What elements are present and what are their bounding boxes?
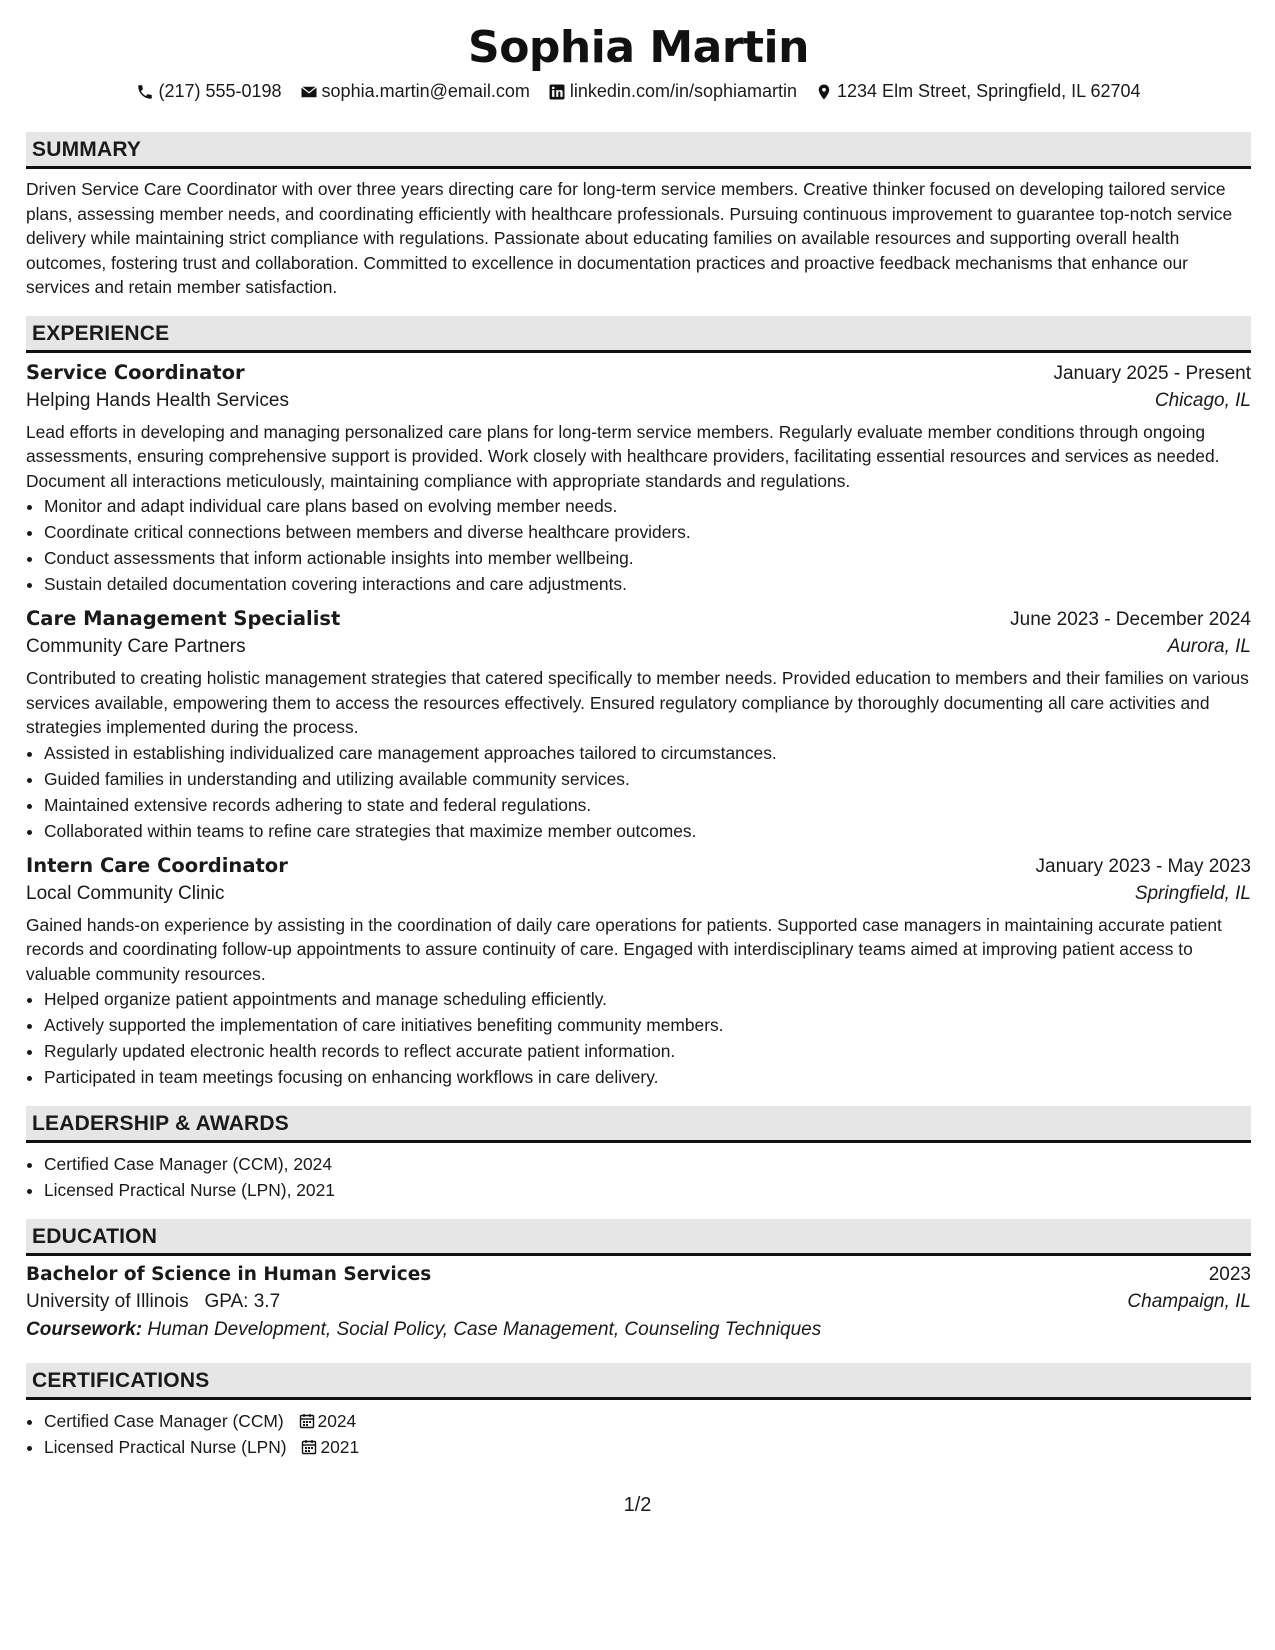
page-number: 1/2 — [623, 1494, 652, 1516]
job-entry — [26, 361, 1251, 598]
cert-name: Certified Case Manager (CCM) — [44, 1411, 284, 1431]
contact-address — [815, 81, 1141, 102]
section-heading-experience: EXPERIENCE — [26, 316, 1251, 353]
list-item: • Licensed Practical Nurse (LPN), 2021 — [44, 1177, 1251, 1203]
section-heading-awards: LEADERSHIP & AWARDS — [26, 1106, 1251, 1143]
list-item: • Actively supported the implementation of care initiatives benefiting community members. — [44, 1012, 1251, 1038]
job-company: Community Care Partners — [26, 636, 246, 657]
job-bullets — [26, 986, 1251, 1090]
school-line — [26, 1291, 280, 1313]
graduation-year: 2023 — [1208, 1264, 1251, 1285]
awards-section — [26, 1106, 1251, 1203]
awards-list — [26, 1151, 1251, 1203]
list-item: • Participated in team meetings focusing on enhancing workflows in care delivery. — [44, 1064, 1251, 1090]
list-item — [44, 1408, 1251, 1434]
coursework-label: Coursework: — [26, 1319, 143, 1340]
list-item: • Guided families in understanding and utilizing available community services. — [44, 766, 1251, 792]
list-item: • Coordinate critical connections between members and diverse healthcare providers. — [44, 519, 1251, 545]
job-description: Lead efforts in developing and managing personalized care plans for long-term service members. Regularly evaluate member conditions through ongoing assessments, ensuring comprehensive support is provided. Work closely with healthcare providers, facilitating essential resources and services as needed. Document all interactions meticulously, maintaining compliance with appropriate standards and regulations. — [26, 421, 1220, 491]
job-description: Gained hands-on experience by assisting in the coordination of daily care operations for patients. Supported case managers in maintaining accurate patient records and coordinating follow-up appointments to assure continuity of care. Engaged with interdisciplinary teams aimed at improving patient access to valuable community resources. — [26, 914, 1222, 984]
certifications-list — [26, 1408, 1251, 1460]
contact-linkedin[interactable] — [548, 81, 797, 102]
coursework — [26, 1319, 1251, 1341]
list-item — [44, 1434, 1251, 1460]
gpa: GPA: 3.7 — [204, 1291, 281, 1312]
job-dates: January 2023 - May 2023 — [1035, 855, 1251, 877]
list-item: • Regularly updated electronic health records to reflect accurate patient information. — [44, 1038, 1251, 1064]
calendar-icon — [299, 1413, 315, 1429]
list-item: • Collaborated within teams to refine care strategies that maximize member outcomes. — [44, 818, 1251, 844]
section-heading-education: EDUCATION — [26, 1219, 1251, 1256]
email-text: sophia.martin@email.com — [321, 81, 530, 101]
job-title: Intern Care Coordinator — [26, 853, 288, 877]
job-dates: January 2025 - Present — [1053, 362, 1251, 384]
contact-email[interactable] — [300, 81, 530, 102]
phone-text: (217) 555-0198 — [158, 81, 282, 101]
list-item: • Maintained extensive records adhering to state and federal regulations. — [44, 792, 1251, 818]
map-pin-icon — [815, 83, 833, 101]
school-location: Champaign, IL — [1127, 1291, 1251, 1312]
linkedin-text: linkedin.com/in/sophiamartin — [569, 81, 798, 101]
list-item: • Sustain detailed documentation covering interactions and care adjustments. — [44, 571, 1251, 597]
section-heading-summary: SUMMARY — [26, 132, 1251, 169]
contact-bar — [26, 81, 1251, 102]
list-item: • Certified Case Manager (CCM), 2024 — [44, 1151, 1251, 1177]
list-item: • Conduct assessments that inform actionable insights into member wellbeing. — [44, 545, 1251, 571]
address-text: 1234 Elm Street, Springfield, IL 62704 — [837, 81, 1141, 101]
cert-year: 2024 — [317, 1411, 357, 1431]
job-location: Aurora, IL — [1167, 636, 1251, 657]
summary-text: Driven Service Care Coordinator with over three years directing care for long-term service members. Creative thinker focused on developing tailored service plans, assessing member needs, and coordinating efficiently with healthcare professionals. Pursuing continuous improvement to guarantee top-notch service delivery while maintaining strict compliance with regulations. Passionate about educating families on available resources and supporting overall health outcomes, fostering trust and collaboration. Committed to excellence in documentation practices and proactive feedback mechanisms that enhance our services and retain member satisfaction. — [26, 179, 1233, 297]
cert-year: 2021 — [320, 1437, 360, 1457]
coursework-list: Human Development, Social Policy, Case Management, Counseling Techniques — [147, 1319, 822, 1340]
phone-icon — [136, 83, 154, 101]
list-item: • Monitor and adapt individual care plans based on evolving member needs. — [44, 493, 1251, 519]
certifications-section — [26, 1363, 1251, 1460]
job-company: Helping Hands Health Services — [26, 389, 289, 411]
school-name: University of Illinois — [26, 1291, 189, 1312]
envelope-icon — [300, 83, 318, 101]
candidate-name: Sophia Martin — [468, 22, 809, 73]
summary-section — [26, 132, 1251, 300]
job-location: Chicago, IL — [1154, 389, 1251, 411]
contact-phone[interactable] — [136, 81, 281, 102]
list-item: • Assisted in establishing individualized care management approaches tailored to circumstances. — [44, 740, 1251, 766]
linkedin-icon — [548, 83, 566, 101]
job-entry — [26, 607, 1251, 844]
experience-section — [26, 316, 1251, 1091]
job-company: Local Community Clinic — [26, 882, 225, 904]
job-bullets — [26, 740, 1251, 844]
resume-page — [26, 0, 1251, 1460]
degree-title: Bachelor of Science in Human Services — [26, 1264, 432, 1285]
job-dates: June 2023 - December 2024 — [1010, 609, 1251, 630]
calendar-icon — [301, 1439, 317, 1455]
list-item: • Helped organize patient appointments and manage scheduling efficiently. — [44, 986, 1251, 1012]
job-title: Care Management Specialist — [26, 607, 341, 630]
education-section — [26, 1219, 1251, 1341]
job-location: Springfield, IL — [1134, 882, 1251, 904]
cert-name: Licensed Practical Nurse (LPN) — [44, 1437, 287, 1457]
job-description: Contributed to creating holistic management strategies that catered specifically to member needs. Provided education to members and their families on various services available, empowering them to access the resources effectively. Ensured regulatory compliance by thoroughly documenting all care activities and strategies implemented during the process. — [26, 668, 1249, 737]
section-heading-certifications: CERTIFICATIONS — [26, 1363, 1251, 1400]
job-bullets — [26, 493, 1251, 597]
job-entry — [26, 854, 1251, 1091]
job-title: Service Coordinator — [26, 360, 245, 384]
